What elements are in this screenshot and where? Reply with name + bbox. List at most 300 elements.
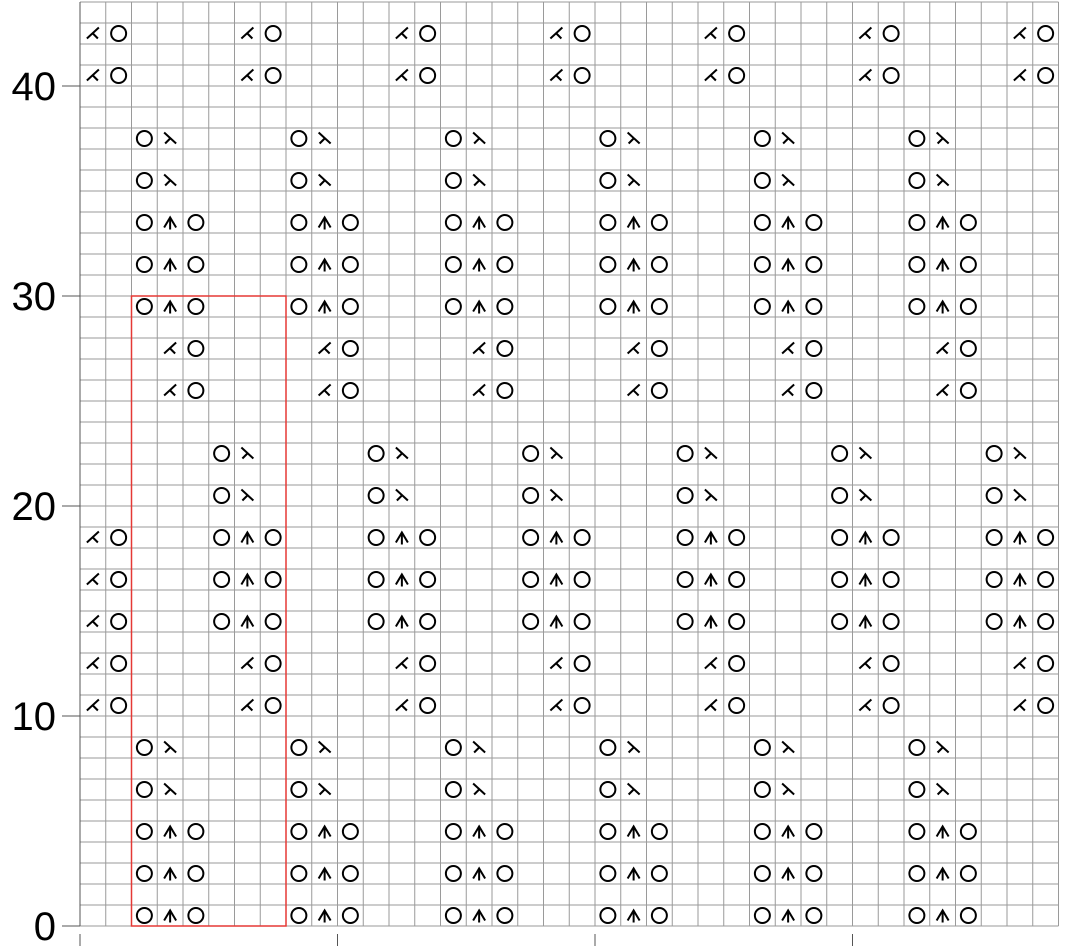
centered-decrease-icon bbox=[937, 260, 949, 272]
yarn-over-icon bbox=[1038, 656, 1053, 671]
left-decrease-icon bbox=[87, 658, 99, 669]
yarn-over-icon bbox=[575, 572, 590, 587]
yarn-over-icon bbox=[343, 824, 358, 839]
right-decrease-icon bbox=[782, 784, 794, 795]
left-decrease-stroke bbox=[479, 391, 484, 396]
yarn-over-icon bbox=[600, 215, 615, 230]
yarn-over-icon bbox=[600, 131, 615, 146]
right-decrease-icon bbox=[782, 133, 794, 144]
yarn-over-icon bbox=[909, 173, 924, 188]
left-decrease-icon bbox=[705, 70, 717, 81]
left-decrease-icon bbox=[782, 385, 794, 396]
centered-decrease-icon bbox=[241, 575, 253, 587]
right-decrease-stroke bbox=[320, 139, 325, 144]
left-decrease-stroke bbox=[711, 76, 716, 81]
right-decrease-stroke bbox=[320, 790, 325, 795]
yarn-over-icon bbox=[523, 488, 538, 503]
yarn-over-icon bbox=[343, 341, 358, 356]
yarn-over-icon bbox=[832, 488, 847, 503]
centered-decrease-icon bbox=[705, 575, 717, 587]
yarn-over-icon bbox=[652, 824, 667, 839]
centered-decrease-icon bbox=[241, 533, 253, 545]
yarn-over-icon bbox=[600, 257, 615, 272]
yarn-over-icon bbox=[266, 26, 281, 41]
yarn-over-icon bbox=[266, 68, 281, 83]
chart-grid bbox=[80, 2, 1059, 926]
centered-decrease-icon bbox=[859, 575, 871, 587]
yarn-over-icon bbox=[961, 215, 976, 230]
yarn-over-icon bbox=[420, 26, 435, 41]
yarn-over-icon bbox=[214, 614, 229, 629]
right-decrease-stroke bbox=[397, 454, 402, 459]
left-decrease-icon bbox=[1014, 658, 1026, 669]
yarn-over-icon bbox=[266, 530, 281, 545]
yarn-over-icon bbox=[575, 698, 590, 713]
yarn-over-icon bbox=[909, 215, 924, 230]
left-decrease-icon bbox=[396, 700, 408, 711]
right-decrease-stroke bbox=[165, 181, 170, 186]
yarn-over-icon bbox=[266, 614, 281, 629]
yarn-over-icon bbox=[884, 572, 899, 587]
left-decrease-stroke bbox=[93, 76, 98, 81]
left-decrease-icon bbox=[87, 574, 99, 585]
yarn-over-icon bbox=[137, 173, 152, 188]
yarn-over-icon bbox=[188, 866, 203, 881]
yarn-over-icon bbox=[987, 446, 1002, 461]
left-decrease-stroke bbox=[93, 706, 98, 711]
yarn-over-icon bbox=[755, 173, 770, 188]
yarn-over-icon bbox=[343, 383, 358, 398]
right-decrease-stroke bbox=[706, 454, 711, 459]
yarn-over-icon bbox=[575, 68, 590, 83]
left-decrease-stroke bbox=[865, 34, 870, 39]
y-tick-label: 20 bbox=[11, 485, 56, 529]
yarn-over-icon bbox=[600, 782, 615, 797]
right-decrease-icon bbox=[241, 490, 253, 501]
left-decrease-icon bbox=[241, 70, 253, 81]
centered-decrease-icon bbox=[782, 302, 794, 314]
yarn-over-icon bbox=[832, 446, 847, 461]
yarn-over-icon bbox=[188, 257, 203, 272]
yarn-over-icon bbox=[678, 614, 693, 629]
centered-decrease-icon bbox=[937, 827, 949, 839]
left-decrease-stroke bbox=[1020, 34, 1025, 39]
centered-decrease-icon bbox=[628, 869, 640, 881]
yarn-over-icon bbox=[523, 614, 538, 629]
left-decrease-icon bbox=[396, 70, 408, 81]
right-decrease-stroke bbox=[1015, 454, 1020, 459]
left-decrease-stroke bbox=[247, 76, 252, 81]
left-decrease-stroke bbox=[711, 664, 716, 669]
yarn-over-icon bbox=[806, 215, 821, 230]
left-decrease-icon bbox=[937, 343, 949, 354]
right-decrease-icon bbox=[628, 175, 640, 186]
yarn-over-icon bbox=[497, 908, 512, 923]
yarn-over-icon bbox=[678, 446, 693, 461]
yarn-over-icon bbox=[755, 740, 770, 755]
yarn-over-icon bbox=[446, 299, 461, 314]
yarn-over-icon bbox=[369, 488, 384, 503]
left-decrease-stroke bbox=[556, 706, 561, 711]
right-decrease-icon bbox=[396, 448, 408, 459]
left-decrease-icon bbox=[782, 343, 794, 354]
yarn-over-icon bbox=[652, 215, 667, 230]
centered-decrease-icon bbox=[859, 533, 871, 545]
right-decrease-icon bbox=[319, 133, 331, 144]
yarn-over-icon bbox=[987, 572, 1002, 587]
left-decrease-stroke bbox=[1020, 76, 1025, 81]
left-decrease-icon bbox=[859, 658, 871, 669]
yarn-over-icon bbox=[420, 68, 435, 83]
left-decrease-stroke bbox=[943, 349, 948, 354]
right-decrease-stroke bbox=[783, 748, 788, 753]
left-decrease-stroke bbox=[556, 34, 561, 39]
left-decrease-icon bbox=[241, 28, 253, 39]
yarn-over-icon bbox=[291, 173, 306, 188]
right-decrease-icon bbox=[937, 784, 949, 795]
yarn-over-icon bbox=[987, 488, 1002, 503]
yarn-over-icon bbox=[369, 530, 384, 545]
left-decrease-stroke bbox=[325, 391, 330, 396]
yarn-over-icon bbox=[806, 866, 821, 881]
yarn-over-icon bbox=[909, 131, 924, 146]
yarn-over-icon bbox=[214, 530, 229, 545]
yarn-over-icon bbox=[111, 68, 126, 83]
right-decrease-icon bbox=[628, 133, 640, 144]
yarn-over-icon bbox=[1038, 530, 1053, 545]
right-decrease-stroke bbox=[242, 496, 247, 501]
right-decrease-stroke bbox=[474, 748, 479, 753]
left-decrease-icon bbox=[628, 385, 640, 396]
yarn-over-icon bbox=[369, 572, 384, 587]
left-decrease-icon bbox=[396, 28, 408, 39]
yarn-over-icon bbox=[137, 131, 152, 146]
centered-decrease-icon bbox=[937, 911, 949, 923]
yarn-over-icon bbox=[884, 26, 899, 41]
yarn-over-icon bbox=[884, 614, 899, 629]
yarn-over-icon bbox=[729, 698, 744, 713]
right-decrease-icon bbox=[1014, 448, 1026, 459]
yarn-over-icon bbox=[884, 530, 899, 545]
yarn-over-icon bbox=[137, 866, 152, 881]
yarn-over-icon bbox=[909, 866, 924, 881]
left-decrease-stroke bbox=[1020, 706, 1025, 711]
left-decrease-icon bbox=[550, 658, 562, 669]
y-tick-label: 0 bbox=[33, 905, 56, 949]
yarn-over-icon bbox=[884, 68, 899, 83]
centered-decrease-icon bbox=[937, 302, 949, 314]
left-decrease-stroke bbox=[325, 349, 330, 354]
yarn-over-icon bbox=[729, 68, 744, 83]
yarn-over-icon bbox=[600, 824, 615, 839]
yarn-over-icon bbox=[446, 173, 461, 188]
yarn-over-icon bbox=[961, 908, 976, 923]
yarn-over-icon bbox=[497, 383, 512, 398]
yarn-over-icon bbox=[137, 257, 152, 272]
centered-decrease-icon bbox=[319, 911, 331, 923]
yarn-over-icon bbox=[497, 299, 512, 314]
right-decrease-stroke bbox=[938, 181, 943, 186]
centered-decrease-icon bbox=[164, 869, 176, 881]
left-decrease-stroke bbox=[402, 706, 407, 711]
yarn-over-icon bbox=[575, 656, 590, 671]
yarn-over-icon bbox=[575, 26, 590, 41]
centered-decrease-icon bbox=[550, 575, 562, 587]
centered-decrease-icon bbox=[550, 533, 562, 545]
right-decrease-stroke bbox=[938, 139, 943, 144]
yarn-over-icon bbox=[369, 614, 384, 629]
yarn-over-icon bbox=[188, 299, 203, 314]
centered-decrease-icon bbox=[1014, 533, 1026, 545]
yarn-over-icon bbox=[446, 215, 461, 230]
yarn-over-icon bbox=[600, 908, 615, 923]
yarn-over-icon bbox=[909, 824, 924, 839]
left-decrease-stroke bbox=[865, 664, 870, 669]
yarn-over-icon bbox=[188, 341, 203, 356]
right-decrease-stroke bbox=[860, 496, 865, 501]
centered-decrease-icon bbox=[396, 575, 408, 587]
yarn-over-icon bbox=[420, 530, 435, 545]
centered-decrease-icon bbox=[473, 302, 485, 314]
yarn-over-icon bbox=[961, 257, 976, 272]
right-decrease-stroke bbox=[551, 454, 556, 459]
left-decrease-stroke bbox=[865, 706, 870, 711]
yarn-over-icon bbox=[420, 698, 435, 713]
yarn-over-icon bbox=[343, 215, 358, 230]
left-decrease-icon bbox=[628, 343, 640, 354]
stitch-symbols bbox=[87, 26, 1053, 923]
right-decrease-icon bbox=[550, 490, 562, 501]
right-decrease-icon bbox=[319, 784, 331, 795]
yarn-over-icon bbox=[137, 908, 152, 923]
yarn-over-icon bbox=[729, 656, 744, 671]
yarn-over-icon bbox=[291, 299, 306, 314]
left-decrease-icon bbox=[1014, 700, 1026, 711]
left-decrease-icon bbox=[859, 70, 871, 81]
yarn-over-icon bbox=[832, 572, 847, 587]
yarn-over-icon bbox=[961, 383, 976, 398]
yarn-over-icon bbox=[446, 782, 461, 797]
left-decrease-icon bbox=[705, 700, 717, 711]
yarn-over-icon bbox=[961, 824, 976, 839]
y-axis bbox=[12, 2, 853, 949]
right-decrease-icon bbox=[705, 448, 717, 459]
right-decrease-stroke bbox=[474, 139, 479, 144]
yarn-over-icon bbox=[446, 257, 461, 272]
right-decrease-stroke bbox=[397, 496, 402, 501]
yarn-over-icon bbox=[188, 824, 203, 839]
centered-decrease-icon bbox=[164, 302, 176, 314]
left-decrease-stroke bbox=[93, 664, 98, 669]
right-decrease-icon bbox=[859, 490, 871, 501]
left-decrease-icon bbox=[87, 616, 99, 627]
yarn-over-icon bbox=[909, 740, 924, 755]
right-decrease-icon bbox=[164, 784, 176, 795]
right-decrease-icon bbox=[705, 490, 717, 501]
yarn-over-icon bbox=[266, 572, 281, 587]
right-decrease-stroke bbox=[938, 790, 943, 795]
yarn-over-icon bbox=[729, 614, 744, 629]
right-decrease-icon bbox=[164, 133, 176, 144]
yarn-over-icon bbox=[1038, 698, 1053, 713]
yarn-over-icon bbox=[188, 908, 203, 923]
yarn-over-icon bbox=[755, 824, 770, 839]
left-decrease-stroke bbox=[93, 622, 98, 627]
left-decrease-icon bbox=[705, 28, 717, 39]
right-decrease-icon bbox=[937, 742, 949, 753]
centered-decrease-icon bbox=[241, 617, 253, 629]
yarn-over-icon bbox=[600, 173, 615, 188]
right-decrease-icon bbox=[164, 742, 176, 753]
left-decrease-stroke bbox=[711, 706, 716, 711]
right-decrease-stroke bbox=[629, 181, 634, 186]
right-decrease-stroke bbox=[629, 790, 634, 795]
yarn-over-icon bbox=[961, 341, 976, 356]
right-decrease-icon bbox=[1014, 490, 1026, 501]
centered-decrease-icon bbox=[473, 911, 485, 923]
yarn-over-icon bbox=[987, 530, 1002, 545]
right-decrease-icon bbox=[628, 784, 640, 795]
yarn-over-icon bbox=[806, 299, 821, 314]
centered-decrease-icon bbox=[1014, 617, 1026, 629]
right-decrease-stroke bbox=[1015, 496, 1020, 501]
right-decrease-icon bbox=[859, 448, 871, 459]
centered-decrease-icon bbox=[1014, 575, 1026, 587]
left-decrease-stroke bbox=[93, 34, 98, 39]
yarn-over-icon bbox=[497, 257, 512, 272]
yarn-over-icon bbox=[961, 866, 976, 881]
yarn-over-icon bbox=[806, 257, 821, 272]
yarn-over-icon bbox=[575, 530, 590, 545]
yarn-over-icon bbox=[343, 257, 358, 272]
left-decrease-icon bbox=[1014, 28, 1026, 39]
yarn-over-icon bbox=[832, 530, 847, 545]
yarn-over-icon bbox=[137, 215, 152, 230]
yarn-over-icon bbox=[343, 908, 358, 923]
yarn-over-icon bbox=[884, 656, 899, 671]
right-decrease-icon bbox=[473, 133, 485, 144]
left-decrease-stroke bbox=[479, 349, 484, 354]
left-decrease-icon bbox=[937, 385, 949, 396]
left-decrease-stroke bbox=[402, 34, 407, 39]
left-decrease-icon bbox=[87, 532, 99, 543]
centered-decrease-icon bbox=[319, 302, 331, 314]
centered-decrease-icon bbox=[473, 260, 485, 272]
left-decrease-stroke bbox=[634, 349, 639, 354]
yarn-over-icon bbox=[652, 908, 667, 923]
left-decrease-stroke bbox=[1020, 664, 1025, 669]
left-decrease-icon bbox=[164, 385, 176, 396]
left-decrease-stroke bbox=[943, 391, 948, 396]
left-decrease-icon bbox=[319, 343, 331, 354]
yarn-over-icon bbox=[755, 131, 770, 146]
yarn-over-icon bbox=[652, 383, 667, 398]
yarn-over-icon bbox=[111, 698, 126, 713]
left-decrease-icon bbox=[241, 658, 253, 669]
yarn-over-icon bbox=[909, 782, 924, 797]
centered-decrease-icon bbox=[628, 260, 640, 272]
right-decrease-icon bbox=[937, 175, 949, 186]
yarn-over-icon bbox=[446, 866, 461, 881]
yarn-over-icon bbox=[111, 26, 126, 41]
yarn-over-icon bbox=[446, 740, 461, 755]
left-decrease-stroke bbox=[170, 349, 175, 354]
yarn-over-icon bbox=[1038, 68, 1053, 83]
right-decrease-stroke bbox=[165, 139, 170, 144]
left-decrease-stroke bbox=[402, 664, 407, 669]
yarn-over-icon bbox=[729, 572, 744, 587]
yarn-over-icon bbox=[369, 446, 384, 461]
left-decrease-icon bbox=[241, 700, 253, 711]
yarn-over-icon bbox=[652, 866, 667, 881]
yarn-over-icon bbox=[1038, 614, 1053, 629]
y-tick-label: 30 bbox=[11, 275, 56, 319]
centered-decrease-icon bbox=[473, 869, 485, 881]
centered-decrease-icon bbox=[473, 827, 485, 839]
left-decrease-icon bbox=[87, 28, 99, 39]
yarn-over-icon bbox=[446, 824, 461, 839]
y-tick-label: 10 bbox=[11, 695, 56, 739]
yarn-over-icon bbox=[188, 215, 203, 230]
left-decrease-icon bbox=[396, 658, 408, 669]
right-decrease-icon bbox=[937, 133, 949, 144]
yarn-over-icon bbox=[755, 782, 770, 797]
left-decrease-stroke bbox=[93, 580, 98, 585]
yarn-over-icon bbox=[343, 866, 358, 881]
centered-decrease-icon bbox=[319, 869, 331, 881]
centered-decrease-icon bbox=[859, 617, 871, 629]
right-decrease-icon bbox=[782, 742, 794, 753]
left-decrease-icon bbox=[1014, 70, 1026, 81]
yarn-over-icon bbox=[497, 866, 512, 881]
right-decrease-stroke bbox=[783, 181, 788, 186]
yarn-over-icon bbox=[188, 383, 203, 398]
left-decrease-stroke bbox=[170, 391, 175, 396]
left-decrease-icon bbox=[87, 700, 99, 711]
yarn-over-icon bbox=[806, 908, 821, 923]
centered-decrease-icon bbox=[782, 218, 794, 230]
right-decrease-icon bbox=[473, 742, 485, 753]
right-decrease-stroke bbox=[165, 790, 170, 795]
left-decrease-stroke bbox=[788, 391, 793, 396]
right-decrease-stroke bbox=[706, 496, 711, 501]
right-decrease-stroke bbox=[474, 790, 479, 795]
right-decrease-icon bbox=[164, 175, 176, 186]
centered-decrease-icon bbox=[396, 533, 408, 545]
left-decrease-icon bbox=[859, 28, 871, 39]
right-decrease-icon bbox=[319, 742, 331, 753]
right-decrease-stroke bbox=[783, 790, 788, 795]
centered-decrease-icon bbox=[550, 617, 562, 629]
right-decrease-icon bbox=[550, 448, 562, 459]
yarn-over-icon bbox=[214, 488, 229, 503]
yarn-over-icon bbox=[884, 698, 899, 713]
yarn-over-icon bbox=[343, 299, 358, 314]
centered-decrease-icon bbox=[705, 533, 717, 545]
centered-decrease-icon bbox=[628, 302, 640, 314]
yarn-over-icon bbox=[652, 257, 667, 272]
yarn-over-icon bbox=[729, 530, 744, 545]
centered-decrease-icon bbox=[705, 617, 717, 629]
yarn-over-icon bbox=[987, 614, 1002, 629]
right-decrease-icon bbox=[241, 448, 253, 459]
right-decrease-icon bbox=[473, 784, 485, 795]
yarn-over-icon bbox=[1038, 572, 1053, 587]
left-decrease-icon bbox=[87, 70, 99, 81]
left-decrease-icon bbox=[859, 700, 871, 711]
yarn-over-icon bbox=[420, 572, 435, 587]
yarn-over-icon bbox=[291, 131, 306, 146]
